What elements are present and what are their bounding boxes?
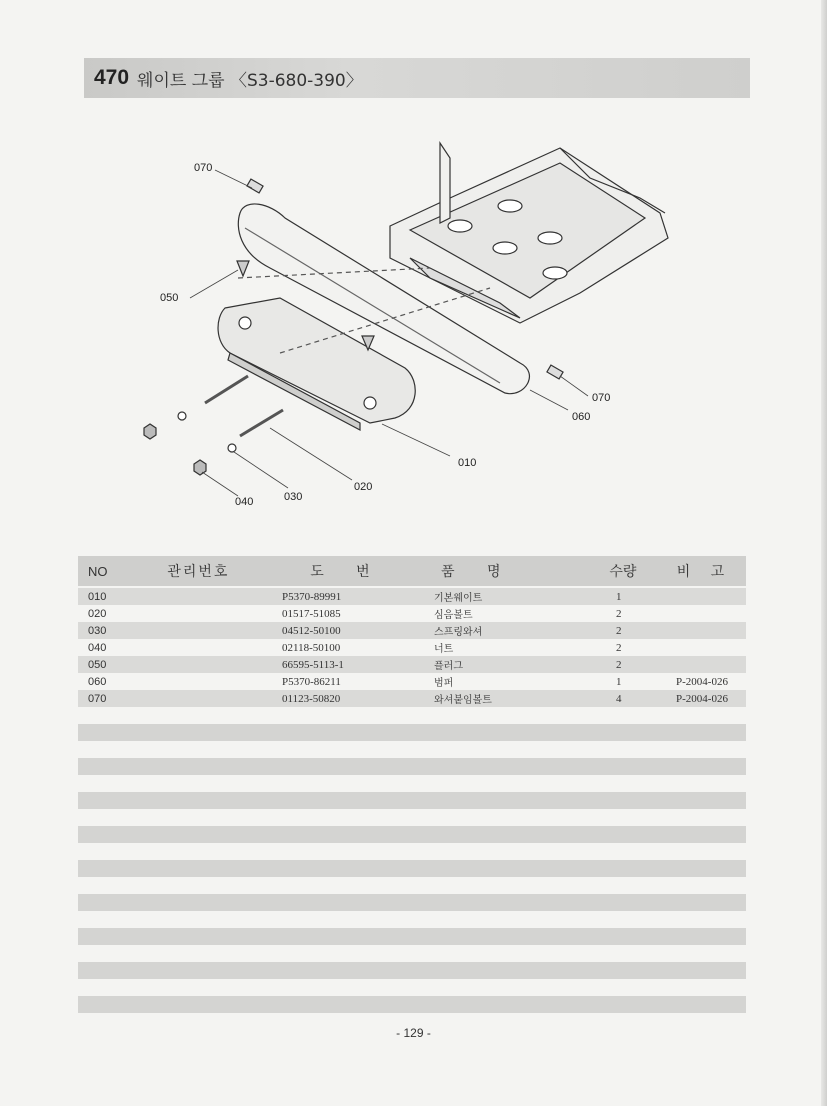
row-part: 01517-51085 [282,607,341,620]
row-no: 040 [88,641,107,654]
empty-row [78,911,746,928]
section-header [84,58,750,98]
row-qty: 2 [616,658,622,671]
empty-row [78,928,746,945]
table-row [78,605,746,622]
leader-line [530,390,568,410]
callout-010: 010 [458,457,477,469]
row-no: 020 [88,607,107,620]
table-row [78,639,746,656]
washer-030 [228,444,236,452]
empty-row [78,877,746,894]
empty-row [78,826,746,843]
parts-table [78,556,746,1013]
bolt-070 [247,179,263,193]
callout-070-right: 070 [592,392,611,404]
leader-line [270,428,352,480]
callout-030: 030 [284,491,303,503]
row-note: P-2004-026 [676,692,728,705]
frame-hole [538,232,562,244]
col-no: NO [88,563,108,579]
row-name: 너트 [434,644,454,655]
col-qty: 수량 [609,564,637,580]
leader-line [560,376,588,396]
plug-050 [237,261,249,276]
leader-line [202,472,238,496]
empty-row [78,707,746,724]
row-qty: 2 [616,624,622,637]
empty-row [78,945,746,962]
row-qty: 4 [616,692,622,705]
table-row [78,673,746,690]
empty-row [78,809,746,826]
washer-030 [178,412,186,420]
empty-row [78,843,746,860]
col-name: 품 명 [440,564,501,580]
section-title: 웨이트 그룹 〈S3-680-390〉 [137,70,363,91]
callout-050: 050 [160,292,179,304]
row-name: 스프링와셔 [434,627,483,638]
page-number: - 129 - [396,1026,431,1040]
page-edge [821,0,827,1106]
col-note: 비 고 [676,564,725,580]
row-no: 010 [88,590,107,603]
row-part: P5370-86211 [282,675,341,688]
col-mgmt: 관리번호 [167,564,230,580]
row-part: 04512-50100 [282,624,341,637]
weight-hole [364,397,376,409]
empty-row [78,724,746,741]
leader-line [382,424,450,456]
row-qty: 2 [616,641,622,654]
empty-row [78,792,746,809]
row-note: P-2004-026 [676,675,728,688]
frame-hole [543,267,567,279]
row-name: 기본웨이트 [434,593,483,604]
callout-060: 060 [572,411,591,423]
callout-070-top: 070 [194,162,213,174]
empty-row [78,860,746,877]
empty-row [78,996,746,1013]
row-part: 02118-50100 [282,641,341,654]
row-name: 범퍼 [434,678,454,689]
nut-040 [144,424,156,439]
callout-040: 040 [235,496,254,508]
leader-line [234,452,288,488]
callout-020: 020 [354,481,373,493]
frame-hole [498,200,522,212]
section-number: 470 [94,66,130,89]
frame-hole [448,220,472,232]
table-row [78,588,746,605]
exploded-parts-diagram [120,118,720,528]
row-name: 플러그 [434,661,463,672]
row-no: 060 [88,675,107,688]
empty-row [78,775,746,792]
leader-line [215,170,252,188]
leader-line [190,270,238,298]
row-part: P5370-89991 [282,590,342,603]
row-qty: 1 [616,675,622,688]
empty-row [78,962,746,979]
row-part: 01123-50820 [282,692,341,705]
row-no: 070 [88,692,107,705]
row-no: 050 [88,658,107,671]
frame-bracket [440,143,450,223]
stud-bolt-020 [205,376,248,403]
row-qty: 2 [616,607,622,620]
row-qty: 1 [616,590,622,603]
row-name: 심음볼트 [434,610,473,621]
row-no: 030 [88,624,107,637]
table-row [78,656,746,673]
frame-hole [493,242,517,254]
row-part: 66595-5113-1 [282,658,344,671]
col-part: 도 번 [310,564,370,580]
empty-row [78,979,746,996]
table-row [78,622,746,639]
table-header [78,556,746,586]
weight-hole [239,317,251,329]
nut-040 [194,460,206,475]
table-row [78,690,746,707]
row-name: 와셔붙임볼트 [434,695,492,706]
empty-row [78,894,746,911]
empty-row [78,758,746,775]
empty-row [78,741,746,758]
